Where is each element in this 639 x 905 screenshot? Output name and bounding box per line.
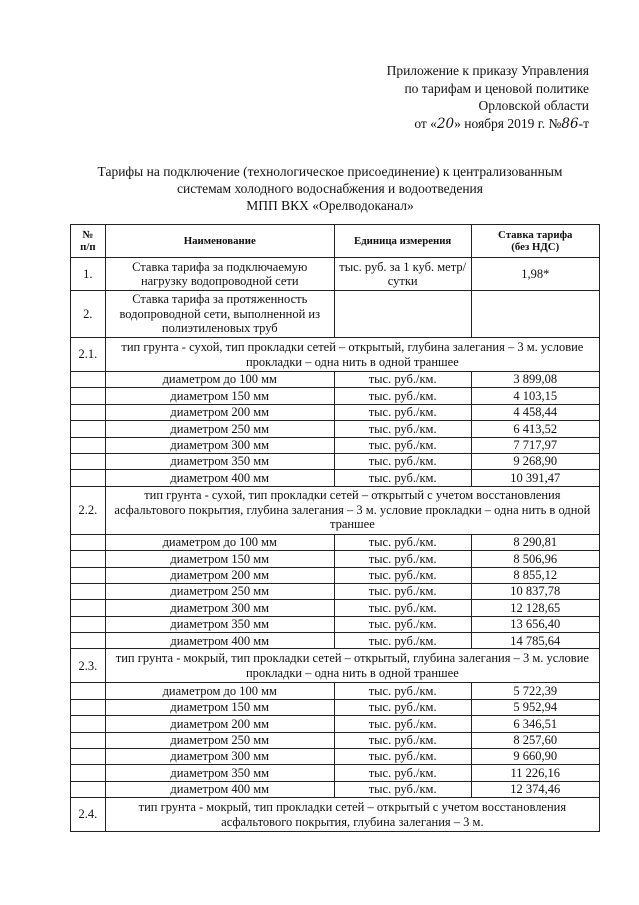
table-row: [71, 404, 600, 420]
group-header-row: [71, 798, 600, 832]
table-row: [71, 716, 600, 732]
row-num: [71, 421, 106, 437]
row-name: диаметром 200 мм: [105, 567, 334, 583]
row-unit: тыс. руб./км.: [334, 421, 471, 437]
group-description: тип грунта - сухой, тип прокладки сетей – открытый с учетом восстановления асфальтового покрытия, глубина залегания – 3 м. условие прокладки – одна нить в одной траншее: [105, 486, 599, 534]
group-num: 2.4.: [71, 798, 106, 832]
row-unit: [334, 291, 471, 338]
row-rate: 5 952,94: [471, 699, 600, 715]
row-name: диаметром 150 мм: [105, 388, 334, 404]
row-name: диаметром 250 мм: [105, 732, 334, 748]
table-row: [71, 388, 600, 404]
table-row: [71, 453, 600, 469]
row-rate: 8 290,81: [471, 534, 600, 550]
table-header-row: [71, 225, 600, 258]
row-num: 1.: [71, 258, 106, 291]
row-num: [71, 699, 106, 715]
row-name: диаметром 250 мм: [105, 421, 334, 437]
table-row: [71, 600, 600, 616]
row-name: диаметром 350 мм: [105, 765, 334, 781]
row-name: диаметром 250 мм: [105, 583, 334, 599]
row-unit: тыс. руб./км.: [334, 583, 471, 599]
row-rate: 14 785,64: [471, 633, 600, 649]
header-num: № п/п: [71, 225, 106, 258]
row-rate: 12 374,46: [471, 781, 600, 797]
table-row: [71, 567, 600, 583]
row-num: [71, 534, 106, 550]
row-unit: тыс. руб./км.: [334, 567, 471, 583]
row-num: [71, 683, 106, 699]
row-name: диаметром 150 мм: [105, 699, 334, 715]
row-unit: тыс. руб./км.: [334, 765, 471, 781]
row-num: [71, 372, 106, 388]
row-unit: тыс. руб./км.: [334, 616, 471, 632]
group-description: тип грунта - мокрый, тип прокладки сетей – открытый с учетом восстановления асфальтового покрытия, глубина залегания – 3 м.: [105, 798, 599, 832]
header-name: Наименование: [105, 225, 334, 258]
row-unit: тыс. руб./км.: [334, 633, 471, 649]
row-unit: тыс. руб./км.: [334, 404, 471, 420]
row-rate: 8 506,96: [471, 551, 600, 567]
table-row: [71, 437, 600, 453]
table-row: [71, 258, 600, 291]
row-rate: 9 268,90: [471, 453, 600, 469]
row-num: [71, 732, 106, 748]
row-num: [71, 404, 106, 420]
date-prefix: от «: [414, 115, 437, 131]
row-unit: тыс. руб./км.: [334, 699, 471, 715]
title-line-3: МПП ВКХ «Орелводоканал»: [246, 198, 414, 213]
row-num: [71, 453, 106, 469]
group-num: 2.1.: [71, 338, 106, 372]
table-row: [71, 616, 600, 632]
appendix-date-line: [387, 115, 589, 134]
row-num: [71, 749, 106, 765]
row-unit: тыс. руб./км.: [334, 470, 471, 486]
group-num: 2.3.: [71, 649, 106, 683]
row-num: [71, 781, 106, 797]
row-rate: 8 257,60: [471, 732, 600, 748]
row-name: диаметром 300 мм: [105, 749, 334, 765]
row-name: Ставка тарифа за протяженность водопроводной сети, выполненной из полиэтиленовых труб: [105, 291, 334, 338]
row-unit: тыс. руб./км.: [334, 600, 471, 616]
row-num: [71, 567, 106, 583]
header-unit: Единица измерения: [334, 225, 471, 258]
row-num: [71, 600, 106, 616]
table-row: [71, 470, 600, 486]
row-name: диаметром 400 мм: [105, 470, 334, 486]
row-name: диаметром 150 мм: [105, 551, 334, 567]
row-name: диаметром 400 мм: [105, 781, 334, 797]
row-num: [71, 765, 106, 781]
title-line-2: системам холодного водоснабжения и водоотведения: [176, 181, 483, 196]
table-row: [71, 781, 600, 797]
appendix-line-3: Орловской области: [478, 98, 589, 113]
row-rate: 3 899,08: [471, 372, 600, 388]
row-num: [71, 716, 106, 732]
row-rate: 10 391,47: [471, 470, 600, 486]
row-num: [71, 551, 106, 567]
table-row: [71, 732, 600, 748]
row-rate: 8 855,12: [471, 567, 600, 583]
row-rate: 11 226,16: [471, 765, 600, 781]
table-row: [71, 421, 600, 437]
row-unit: тыс. руб./км.: [334, 388, 471, 404]
table-row: [71, 534, 600, 550]
row-rate: 10 837,78: [471, 583, 600, 599]
row-rate: 4 458,44: [471, 404, 600, 420]
row-unit: тыс. руб./км.: [334, 683, 471, 699]
table-row: [71, 699, 600, 715]
header-rate: Ставка тарифа (без НДС): [471, 225, 600, 258]
appendix-header: [387, 62, 589, 133]
row-name: диаметром 200 мм: [105, 404, 334, 420]
group-header-row: [71, 338, 600, 372]
row-num: [71, 616, 106, 632]
table-row: [71, 583, 600, 599]
row-rate: 12 128,65: [471, 600, 600, 616]
row-num: 2.: [71, 291, 106, 338]
table-row: [71, 765, 600, 781]
row-name: диаметром до 100 мм: [105, 372, 334, 388]
row-num: [71, 633, 106, 649]
group-description: тип грунта - мокрый, тип прокладки сетей – открытый, глубина залегания – 3 м. условие прокладки – одна нить в одной траншее: [105, 649, 599, 683]
row-name: диаметром 300 мм: [105, 437, 334, 453]
row-num: [71, 583, 106, 599]
table-row: [71, 633, 600, 649]
row-unit: тыс. руб./км.: [334, 716, 471, 732]
row-unit: тыс. руб./км.: [334, 551, 471, 567]
row-unit: тыс. руб./км.: [334, 534, 471, 550]
row-unit: тыс. руб. за 1 куб. метр/сутки: [334, 258, 471, 291]
table-row: [71, 291, 600, 338]
group-header-row: [71, 649, 600, 683]
row-name: диаметром 400 мм: [105, 633, 334, 649]
date-mid: » ноября 2019 г. №: [454, 115, 562, 131]
row-rate: 6 413,52: [471, 421, 600, 437]
group-num: 2.2.: [71, 486, 106, 534]
row-unit: тыс. руб./км.: [334, 453, 471, 469]
tariffs-table: [70, 224, 600, 832]
row-rate: 7 717,97: [471, 437, 600, 453]
title-line-1: Тарифы на подключение (технологическое присоединение) к централизованным: [97, 164, 563, 179]
row-num: [71, 388, 106, 404]
row-rate: 13 656,40: [471, 616, 600, 632]
row-name: диаметром 350 мм: [105, 616, 334, 632]
row-rate: 4 103,15: [471, 388, 600, 404]
date-suffix: -т: [578, 115, 589, 131]
row-name: диаметром 350 мм: [105, 453, 334, 469]
row-rate: 6 346,51: [471, 716, 600, 732]
row-unit: тыс. руб./км.: [334, 749, 471, 765]
table-row: [71, 551, 600, 567]
row-num: [71, 437, 106, 453]
row-rate: 1,98*: [471, 258, 600, 291]
row-name: Ставка тарифа за подключаемую нагрузку водопроводной сети: [105, 258, 334, 291]
row-rate: 5 722,39: [471, 683, 600, 699]
row-rate: 9 660,90: [471, 749, 600, 765]
table-row: [71, 372, 600, 388]
order-number: 86: [561, 115, 579, 132]
table-row: [71, 749, 600, 765]
row-unit: тыс. руб./км.: [334, 781, 471, 797]
row-unit: тыс. руб./км.: [334, 437, 471, 453]
table-row: [71, 683, 600, 699]
row-name: диаметром до 100 мм: [105, 534, 334, 550]
row-unit: тыс. руб./км.: [334, 732, 471, 748]
row-rate: [471, 291, 600, 338]
row-name: диаметром 200 мм: [105, 716, 334, 732]
group-description: тип грунта - сухой, тип прокладки сетей – открытый, глубина залегания – 3 м. условие прокладки – одна нить в одной траншее: [105, 338, 599, 372]
group-header-row: [71, 486, 600, 534]
row-unit: тыс. руб./км.: [334, 372, 471, 388]
row-name: диаметром до 100 мм: [105, 683, 334, 699]
order-day: 20: [436, 115, 455, 132]
document-title: [60, 163, 600, 214]
appendix-line-1: Приложение к приказу Управления: [386, 63, 589, 78]
appendix-line-2: по тарифам и ценовой политике: [404, 80, 589, 96]
row-num: [71, 470, 106, 486]
row-name: диаметром 300 мм: [105, 600, 334, 616]
